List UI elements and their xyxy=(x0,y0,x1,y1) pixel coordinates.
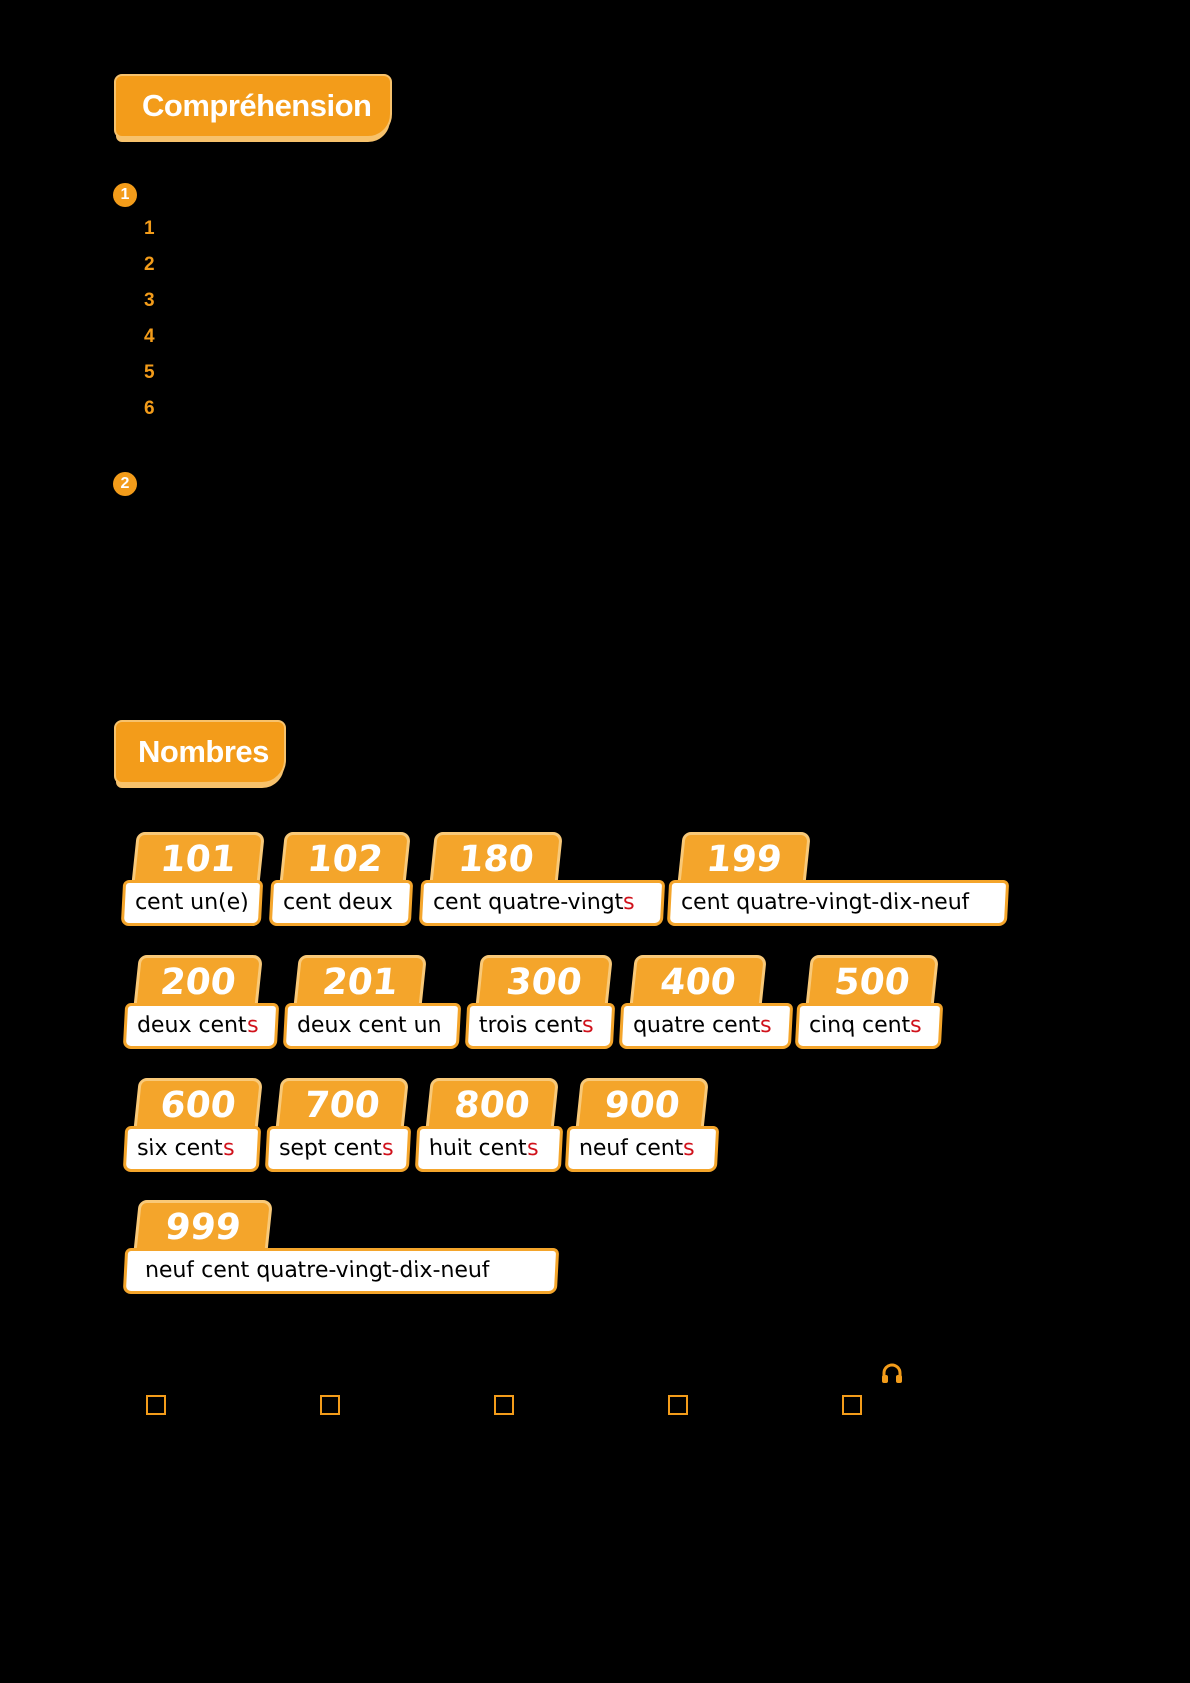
question-5: 5 Pourquoi Jean-Louis dit que le travail de chauffeur de bus n’est pas facile ? xyxy=(144,362,803,383)
number-word: neuf cent quatre-vingt-dix-neuf xyxy=(123,1248,559,1294)
number-word: cent quatre-vingt-dix-neuf xyxy=(667,880,1009,926)
question-1: 1 Qui sont les deux personnes, Aurélie et Jean-Louis ? xyxy=(144,218,615,239)
number-tab: 102 xyxy=(279,832,411,888)
unit-label: Unité 6 xyxy=(155,1576,200,1592)
code-option-2: 768C15 xyxy=(320,1394,417,1416)
exercise-1-number: 1 xyxy=(113,183,137,207)
number-tab: 199 xyxy=(677,832,811,888)
section-title-comprehension: Compréhension xyxy=(114,74,392,138)
number-tab: 500 xyxy=(805,955,939,1011)
exercise-2-instruction-line1: Relisez l’interview du chauffeur de bus. Présentez sa journée à l’oral. 重读对公 xyxy=(144,469,1034,496)
page-footer xyxy=(112,1576,280,1592)
question-6: 6 Que veut dire nous mangeons en famille ? xyxy=(144,398,528,419)
number-tab: 600 xyxy=(133,1078,263,1134)
unit-title: C’est la vie ! xyxy=(203,1576,280,1592)
headphones-icon[interactable] xyxy=(880,1361,904,1385)
number-word: six cents xyxy=(123,1126,261,1172)
sample-answer-part-c: le petit déjeuner xyxy=(440,543,576,564)
question-3: 3 En général, à quelle heure se lève Aurélie ? Et avec la grève ? xyxy=(144,290,695,311)
number-tab: 101 xyxy=(131,832,265,888)
number-word: cent deux xyxy=(269,880,413,926)
number-tab: 700 xyxy=(275,1078,409,1134)
page-number: 20 xyxy=(112,1576,128,1592)
number-tab: 201 xyxy=(293,955,427,1011)
code-option-5: 935A71 xyxy=(842,1394,938,1416)
number-word: cent quatre-vingts xyxy=(419,880,665,926)
number-word: quatre cents xyxy=(619,1003,793,1049)
sample-answer-part-a: Il se lève xyxy=(144,543,219,564)
number-tab: 300 xyxy=(475,955,613,1011)
listening-instruction: Écoutez et notez le code d’entrée. 听录音，勾选听到的进门密码。 xyxy=(144,1356,904,1390)
code-option-4: 375B80 xyxy=(668,1394,764,1416)
number-word: sept cents xyxy=(265,1126,411,1172)
number-tab: 180 xyxy=(429,832,563,888)
number-word: huit cents xyxy=(415,1126,563,1172)
number-tab: 800 xyxy=(425,1078,559,1134)
number-word: deux cent un xyxy=(283,1003,461,1049)
code-checkbox[interactable] xyxy=(320,1395,340,1415)
number-tab: 999 xyxy=(133,1200,273,1256)
number-word: neuf cents xyxy=(565,1126,719,1172)
number-tab: 400 xyxy=(629,955,767,1011)
code-checkbox[interactable] xyxy=(146,1395,166,1415)
number-word: deux cents xyxy=(123,1003,279,1049)
sample-answer-part-b: , il xyxy=(322,543,341,564)
number-tab: 200 xyxy=(133,955,263,1011)
number-word: cent un(e) xyxy=(121,880,263,926)
code-option-1: 412D07 xyxy=(146,1394,243,1416)
number-word: trois cents xyxy=(465,1003,615,1049)
code-checkbox[interactable] xyxy=(668,1395,688,1415)
code-checkbox[interactable] xyxy=(842,1395,862,1415)
exercise-2-instruction-line2: 交司机的采访，介绍他的一天。 xyxy=(144,505,480,532)
code-option-3: 207A94 xyxy=(494,1394,590,1416)
question-2: 2 Pourquoi les journalistes disent tu à Aurélie et vous à Jean-Louis ? xyxy=(144,254,730,275)
question-4: 4 À quelle heure se lève Jean-Louis ? Toujours comme ça ? xyxy=(144,326,658,347)
code-checkbox[interactable] xyxy=(494,1395,514,1415)
section-title-nombres: Nombres xyxy=(114,720,286,784)
number-tab: 900 xyxy=(575,1078,709,1134)
number-word: cinq cents xyxy=(795,1003,943,1049)
exercise-2-number: 2 xyxy=(113,472,137,496)
exercise-1-instruction: Répondez aux questions suivantes. 回答下列问题。 xyxy=(144,181,726,208)
